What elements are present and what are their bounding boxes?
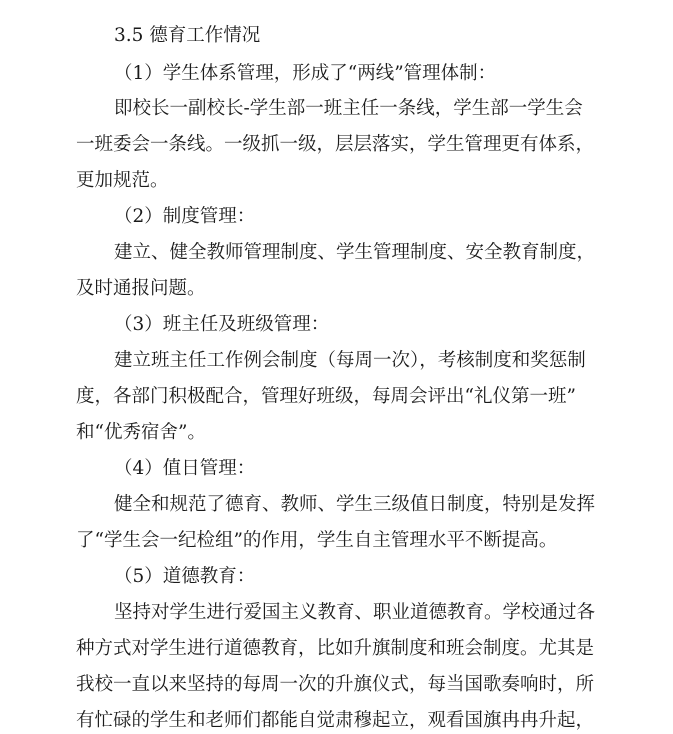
item-5-line-4: 有忙碌的学生和老师们都能自觉肃穆起立，观看国旗冉冉升起， [76, 710, 595, 731]
item-1-line-2: 一班委会一条线。一级抓一级，层层落实，学生管理更有体系， [76, 134, 595, 155]
item-4-line-1: 健全和规范了德育、教师、学生三级值日制度，特别是发挥 [114, 494, 596, 515]
item-1-title: （1）学生体系管理，形成了“两线”管理体制： [114, 63, 497, 84]
item-3-line-2: 度，各部门积极配合，管理好班级，每周会评出“礼仪第一班” [76, 386, 576, 407]
item-1-line-3: 更加规范。 [76, 170, 169, 191]
item-1-line-1: 即校长一副校长-学生部一班主任一条线，学生部一学生会 [114, 98, 583, 119]
item-4-title: （4）值日管理： [114, 458, 256, 479]
section-heading: 3.5 德育工作情况 [114, 25, 261, 46]
item-5-line-1: 坚持对学生进行爱国主义教育、职业道德教育。学校通过各 [114, 602, 596, 623]
item-2-title: （2）制度管理： [114, 206, 256, 227]
item-4-line-2: 了“学生会一纪检组”的作用，学生自主管理水平不断提高。 [76, 530, 558, 551]
item-3-line-3: 和“优秀宿舍”。 [76, 422, 206, 443]
item-2-line-2: 及时通报问题。 [76, 278, 206, 299]
item-5-line-2: 种方式对学生进行道德教育，比如升旗制度和班会制度。尤其是 [76, 638, 595, 659]
item-3-line-1: 建立班主任工作例会制度（每周一次），考核制度和奖惩制 [114, 350, 586, 371]
item-5-title: （5）道德教育： [114, 566, 256, 587]
item-3-title: （3）班主任及班级管理： [114, 314, 330, 335]
item-5-line-3: 我校一直以来坚持的每周一次的升旗仪式，每当国歌奏响时，所 [76, 674, 595, 695]
item-2-line-1: 建立、健全教师管理制度、学生管理制度、安全教育制度， [114, 242, 596, 263]
